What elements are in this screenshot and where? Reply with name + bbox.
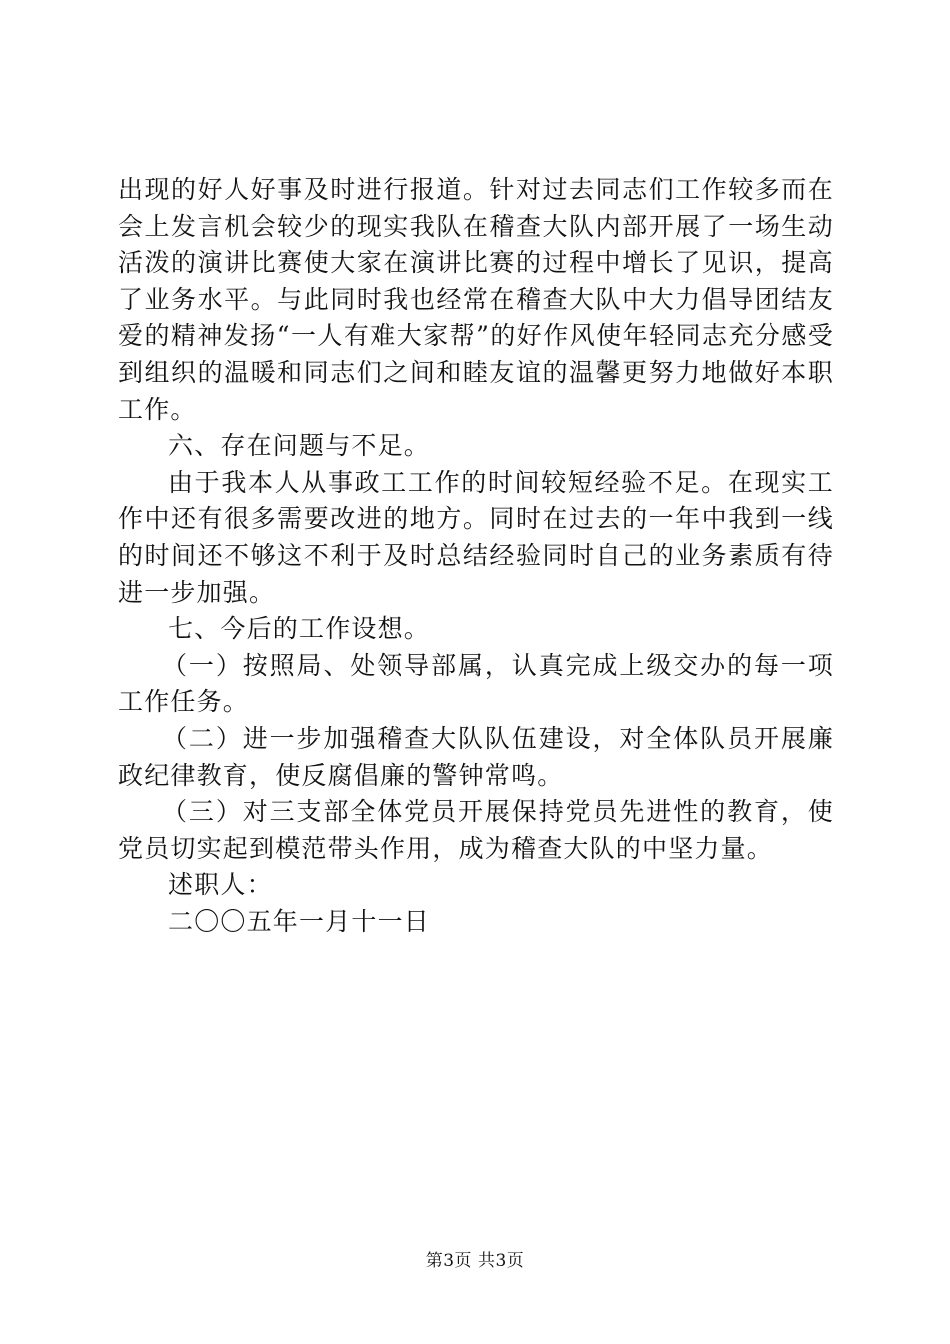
plan-item-one: （一）按照局、处领导部属，认真完成上级交办的每一项工作任务。 [118, 650, 834, 717]
section-heading-problems: 六、存在问题与不足。 [168, 431, 431, 461]
plan-item-three: （三）对三支部全体党员开展保持党员先进性的教育，使党员切实起到模范带头作用，成为稽查大队的中坚力量。 [118, 797, 834, 863]
signature-line: 述职人： [168, 870, 273, 900]
section-heading-plans: 七、今后的工作设想。 [168, 614, 431, 644]
body-paragraph-continuation: 出现的好人好事及时进行报道。针对过去同志们工作较多而在会上发言机会较少的现实我队在稽查大队内部开展了一场生动活泼的演讲比赛使大家在演讲比赛的过程中增长了见识，提高了业务水平。与此同时我也经常在稽查大队中大力倡导团结友爱的精神发扬“一人有难大家帮”的好作风使年轻同志充分感受到组织的温暖和同志们之间和睦友谊的温馨更努力地做好本职工作。 [118, 175, 834, 424]
document-body [118, 172, 834, 940]
plan-item-two: （二）进一步加强稽查大队队伍建设，对全体队员开展廉政纪律教育，使反腐倡廉的警钟常鸣。 [118, 723, 834, 790]
page-number-footer: 第3页 共3页 [425, 1251, 525, 1271]
date-line: 二〇〇五年一月十一日 [168, 906, 431, 936]
body-paragraph-problems: 由于我本人从事政工工作的时间较短经验不足。在现实工作中还有很多需要改进的地方。同时在过去的一年中我到一线的时间还不够这不利于及时总结经验同时自己的业务素质有待进一步加强。 [118, 467, 834, 607]
